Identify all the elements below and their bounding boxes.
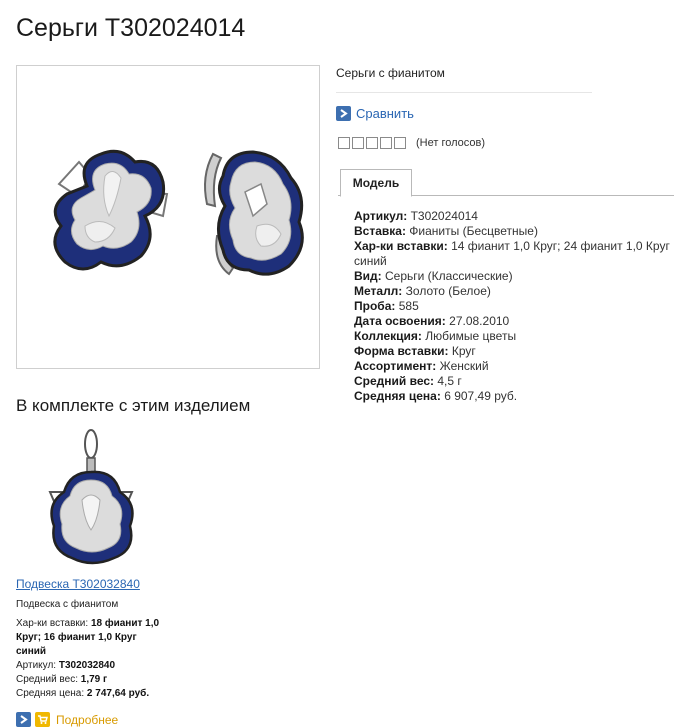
spec-label: Хар-ки вставки: bbox=[16, 618, 89, 629]
spec-type bbox=[354, 269, 672, 284]
spec-label: Средняя цена: bbox=[354, 389, 441, 403]
rating-star-icon[interactable] bbox=[338, 137, 350, 149]
pendant-image[interactable] bbox=[16, 426, 166, 572]
left-earring bbox=[55, 151, 167, 269]
spec-value: Любимые цветы bbox=[425, 329, 517, 343]
spec-value: Т302032840 bbox=[58, 660, 116, 671]
right-earring bbox=[205, 152, 302, 274]
page-title: Серьги Т302024014 bbox=[16, 14, 246, 42]
spec-assortment bbox=[354, 359, 672, 374]
spec-insert-characteristics bbox=[354, 239, 672, 269]
spec-value: 18 фианит 1,0 Круг; 16 фианит 1,0 Круг синий bbox=[16, 618, 160, 657]
votes-text: (Нет голосов) bbox=[416, 137, 486, 149]
spec-average-weight bbox=[354, 374, 672, 389]
spec-insert bbox=[354, 224, 672, 239]
pendant-article bbox=[16, 659, 166, 673]
pendant-weight bbox=[16, 673, 166, 687]
spec-value: 27.08.2010 bbox=[449, 314, 510, 328]
spec-value: 2 747,64 руб. bbox=[86, 688, 150, 699]
rating-star-icon[interactable] bbox=[366, 137, 378, 149]
spec-insert-shape bbox=[354, 344, 672, 359]
spec-list bbox=[354, 209, 672, 404]
pendant-picture bbox=[16, 426, 166, 572]
spec-label: Проба: bbox=[354, 299, 396, 313]
spec-value: 14 фианит 1,0 Круг; 24 фианит 1,0 Круг синий bbox=[354, 239, 670, 268]
divider bbox=[336, 92, 592, 93]
spec-value: 4,5 г bbox=[437, 374, 462, 388]
rating-star-icon[interactable] bbox=[394, 137, 406, 149]
spec-label: Вставка: bbox=[354, 224, 406, 238]
rating-star-icon[interactable] bbox=[380, 137, 392, 149]
spec-value: 1,79 г bbox=[80, 674, 108, 685]
spec-label: Ассортимент: bbox=[354, 359, 437, 373]
tab-model[interactable]: Модель bbox=[340, 169, 412, 197]
spec-label: Артикул: bbox=[354, 209, 408, 223]
product-short-description: Серьги с фианитом bbox=[336, 66, 445, 80]
more-details-button[interactable] bbox=[16, 712, 118, 727]
pendant-description: Подвеска с фианитом bbox=[16, 599, 119, 610]
spec-label: Средний вес: bbox=[354, 374, 435, 388]
compare-button[interactable] bbox=[336, 106, 414, 121]
spec-value: Фианиты (Бесцветные) bbox=[409, 224, 538, 238]
spec-value: Серьги (Классические) bbox=[385, 269, 513, 283]
arrow-right-icon[interactable] bbox=[336, 106, 351, 121]
spec-average-price bbox=[354, 389, 672, 404]
spec-label: Средняя цена: bbox=[16, 688, 85, 699]
spec-value: 6 907,49 руб. bbox=[444, 389, 518, 403]
pendant-spec-list bbox=[16, 617, 166, 701]
more-details-label[interactable]: Подробнее bbox=[56, 712, 119, 727]
spec-collection bbox=[354, 329, 672, 344]
spec-label: Артикул: bbox=[16, 660, 57, 671]
rating-widget[interactable] bbox=[338, 137, 485, 149]
rating-star-icon[interactable] bbox=[352, 137, 364, 149]
spec-label: Вид: bbox=[354, 269, 382, 283]
spec-article bbox=[354, 209, 672, 224]
spec-value: 585 bbox=[398, 299, 419, 313]
pendant-price bbox=[16, 687, 166, 701]
arrow-right-icon[interactable] bbox=[16, 712, 31, 727]
spec-label: Дата освоения: bbox=[354, 314, 446, 328]
set-section-title: В комплекте с этим изделием bbox=[16, 396, 251, 415]
spec-value: Круг bbox=[451, 344, 476, 358]
spec-metal bbox=[354, 284, 672, 299]
spec-label: Форма вставки: bbox=[354, 344, 449, 358]
spec-value: Т302024014 bbox=[410, 209, 478, 223]
spec-label: Коллекция: bbox=[354, 329, 422, 343]
pendant-insert bbox=[16, 617, 166, 659]
earrings-image bbox=[17, 66, 319, 368]
spec-fineness bbox=[354, 299, 672, 314]
compare-label[interactable]: Сравнить bbox=[356, 106, 414, 121]
spec-value: Женский bbox=[439, 359, 489, 373]
spec-label: Хар-ки вставки: bbox=[354, 239, 448, 253]
spec-value: Золото (Белое) bbox=[405, 284, 491, 298]
spec-label: Металл: bbox=[354, 284, 403, 298]
pendant-link[interactable]: Подвеска Т302032840 bbox=[16, 577, 140, 591]
spec-label: Средний вес: bbox=[16, 674, 78, 685]
product-image[interactable] bbox=[16, 65, 320, 369]
cart-icon[interactable] bbox=[35, 712, 50, 727]
spec-release-date bbox=[354, 314, 672, 329]
